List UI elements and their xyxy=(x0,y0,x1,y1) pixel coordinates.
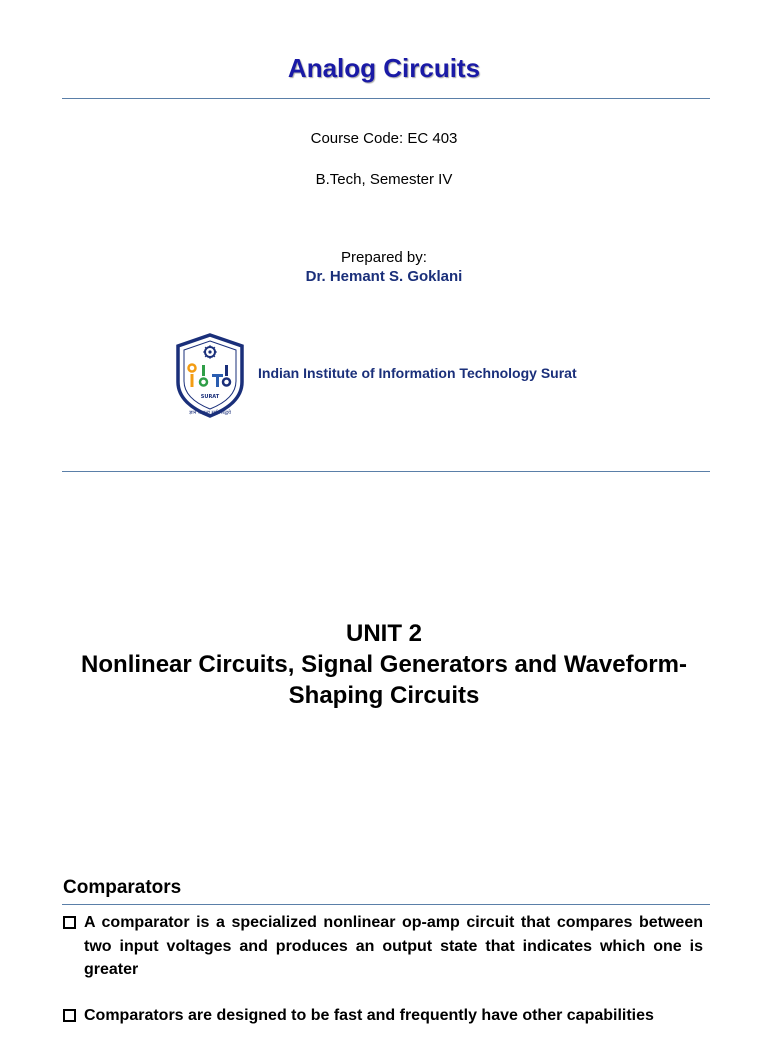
unit-number: UNIT 2 xyxy=(345,620,422,647)
unit-topic: Nonlinear Circuits, Signal Generators and Waveform-Shaping Circuits xyxy=(81,651,687,709)
course-code: Course Code: EC 403 xyxy=(310,130,458,147)
list-item xyxy=(63,1004,703,1028)
bullet-text: A comparator is a specialized nonlinear op-amp circuit that compares between two input voltages and produces an output state that indicates which one is greater xyxy=(84,914,703,978)
checkbox-bullet-icon xyxy=(63,1009,76,1022)
unit-title-block xyxy=(40,618,728,711)
prepared-by-label: Prepared by: xyxy=(341,249,427,266)
logo-ring-text: SURAT xyxy=(200,394,220,400)
section-divider xyxy=(62,904,710,905)
bullet-text: Comparators are designed to be fast and frequently have other capabilities xyxy=(84,1006,654,1024)
section-heading: Comparators xyxy=(63,877,182,898)
slide-title: Analog Circuits xyxy=(287,53,481,83)
bullet-list xyxy=(63,911,703,1049)
institute-name: Indian Institute of Information Technology Surat xyxy=(258,365,577,381)
checkbox-bullet-icon xyxy=(63,916,76,929)
list-item xyxy=(63,911,703,982)
program-semester: B.Tech, Semester IV xyxy=(315,171,453,188)
author-name: Dr. Hemant S. Goklani xyxy=(305,268,463,285)
logo-motto: ज्ञान व तत्त्व सर्व सिद्धये xyxy=(189,410,231,416)
footer-divider xyxy=(62,471,710,472)
title-divider xyxy=(62,98,710,99)
institute-logo-icon xyxy=(172,332,248,418)
